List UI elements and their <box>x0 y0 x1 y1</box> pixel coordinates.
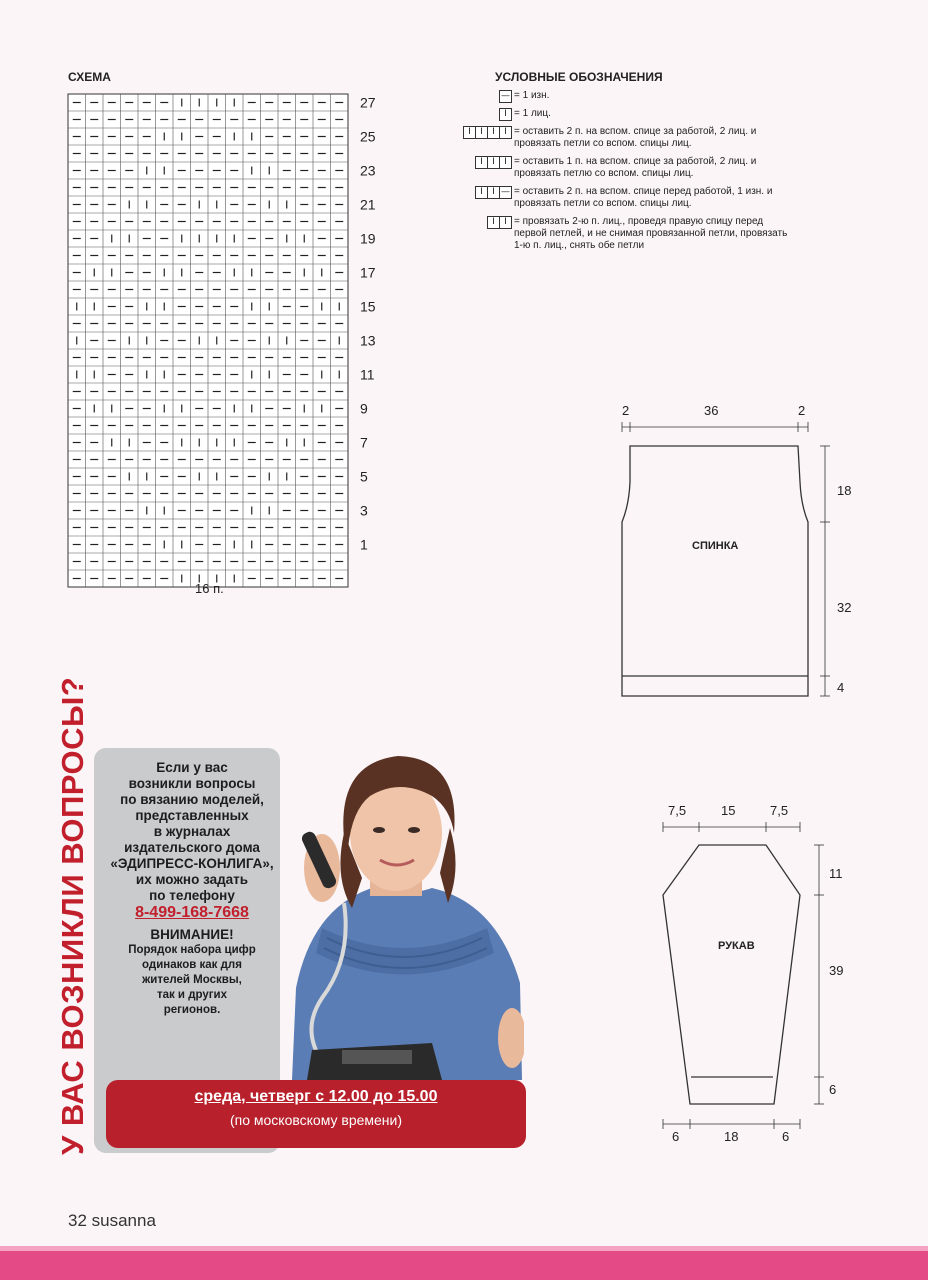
row-number: 15 <box>360 298 376 315</box>
promo-line: издательского дома <box>124 840 260 855</box>
chart-title: СХЕМА <box>68 70 111 84</box>
back-dim-rib: 4 <box>837 680 845 695</box>
row-number: 9 <box>360 400 368 417</box>
promo-line: Если у вас <box>156 760 228 775</box>
promo-phone[interactable]: 8-499-168-7668 <box>135 904 249 921</box>
back-dim-body: 32 <box>837 600 852 615</box>
promo-note-line: Порядок набора цифр <box>128 944 256 956</box>
sleeve-dim-cap: 11 <box>829 866 843 881</box>
back-dim-left: 2 <box>622 403 630 418</box>
legend-text: = оставить 2 п. на вспом. спице перед работой, 1 изн. и провязать петли со вспом. спицы лиц. <box>514 186 773 209</box>
promo-line: «ЭДИПРЕСС-КОНЛИГА», <box>110 856 274 871</box>
legend-symbol-cell: I <box>499 156 512 169</box>
row-number: 19 <box>360 230 376 247</box>
footer-bar <box>0 1246 928 1280</box>
legend-symbol-cell: I <box>463 126 476 139</box>
stitch-count: 16 п. <box>195 581 224 596</box>
woman-on-phone-photo <box>282 738 524 1080</box>
back-dim-armhole: 18 <box>837 483 852 498</box>
moscow-time-note: (по московскому времени) <box>229 1112 403 1128</box>
sleeve-dim-top-mid: 15 <box>721 803 736 818</box>
legend-symbol-cell: I <box>475 126 488 139</box>
legend-symbol-cell: I <box>487 126 500 139</box>
legend-symbol-cell: I <box>499 108 512 121</box>
legend-text: = провязать 2-ю п. лиц., проведя правую спицу перед первой петлей, и не снимая провязанной петли, провязать 1-ю п. лиц., снять обе петли <box>514 216 788 251</box>
legend-symbol-cell: I <box>487 186 500 199</box>
promo-note-line: жителей Москвы, <box>142 974 242 986</box>
promo-line: их можно задать <box>135 872 249 887</box>
hours-text: среда, четверг с 12.00 до 15.00 <box>194 1088 438 1105</box>
sleeve-dim-length: 39 <box>829 963 844 978</box>
legend-text: = 1 лиц. <box>514 108 551 119</box>
promo-line: в журналах <box>153 824 231 839</box>
sleeve-dim-top-right: 7,5 <box>770 803 789 818</box>
sleeve-dim-bottom-right: 6 <box>782 1129 790 1144</box>
legend-symbol-cell: — <box>501 91 510 101</box>
row-number: 21 <box>360 196 376 213</box>
legend-symbol-cell: — <box>501 187 510 197</box>
row-number: 17 <box>360 264 376 281</box>
row-number: 5 <box>360 468 368 485</box>
promo-attention: ВНИМАНИЕ! <box>150 927 234 942</box>
row-number: 23 <box>360 162 376 179</box>
promo-line: возникли вопросы <box>128 776 256 791</box>
row-number: 1 <box>360 536 368 553</box>
row-number: 11 <box>360 366 375 383</box>
row-number: 27 <box>360 94 376 111</box>
promo-note-line: так и других <box>156 989 228 1001</box>
legend-symbol-cell: I <box>499 126 512 139</box>
row-number: 13 <box>360 332 376 349</box>
back-label: СПИНКА <box>692 540 739 552</box>
promo-note <box>106 943 278 1018</box>
promo-line: по вязанию моделей, <box>120 792 264 807</box>
promo-text <box>106 760 278 1018</box>
legend-symbol-cell: I <box>475 186 488 199</box>
row-number: 3 <box>360 502 368 519</box>
sleeve-dim-bottom-left: 6 <box>672 1129 680 1144</box>
back-dim-mid: 36 <box>704 403 719 418</box>
back-schematic <box>622 422 830 696</box>
sleeve-dim-bottom-mid: 18 <box>724 1129 739 1144</box>
back-dim-right: 2 <box>798 403 806 418</box>
legend-symbol-cell: I <box>475 156 488 169</box>
row-number: 7 <box>360 434 368 451</box>
sleeve-schematic <box>663 822 824 1129</box>
promo-vertical-heading: У ВАС ВОЗНИКЛИ ВОПРОСЫ? <box>55 676 90 1155</box>
legend-symbol-cell: I <box>487 156 500 169</box>
legend-text: = оставить 2 п. на вспом. спице за работой, 2 лиц. и провязать петли со вспом. спицы лиц. <box>514 126 757 149</box>
sleeve-label: РУКАВ <box>718 940 755 952</box>
footer-bar-highlight <box>0 1246 928 1251</box>
promo-lines <box>106 760 278 904</box>
sleeve-dim-top-left: 7,5 <box>668 803 687 818</box>
sleeve-dim-cuff: 6 <box>829 1082 837 1097</box>
legend-symbol-cell: I <box>487 216 500 229</box>
promo-line: представленных <box>135 808 249 823</box>
legend-text: = оставить 1 п. на вспом. спице за работой, 2 лиц. и провязать петлю со вспом. спицы лиц. <box>514 156 757 179</box>
legend-symbol-cell: I <box>499 216 512 229</box>
legend-text: = 1 изн. <box>514 90 550 101</box>
page-number: 32 susanna <box>68 1211 156 1230</box>
promo-note-line: регионов. <box>163 1004 221 1016</box>
row-number: 25 <box>360 128 376 145</box>
legend-title: УСЛОВНЫЕ ОБОЗНАЧЕНИЯ <box>495 70 663 84</box>
promo-line: по телефону <box>149 888 235 903</box>
promo-note-line: одинаков как для <box>142 959 242 971</box>
